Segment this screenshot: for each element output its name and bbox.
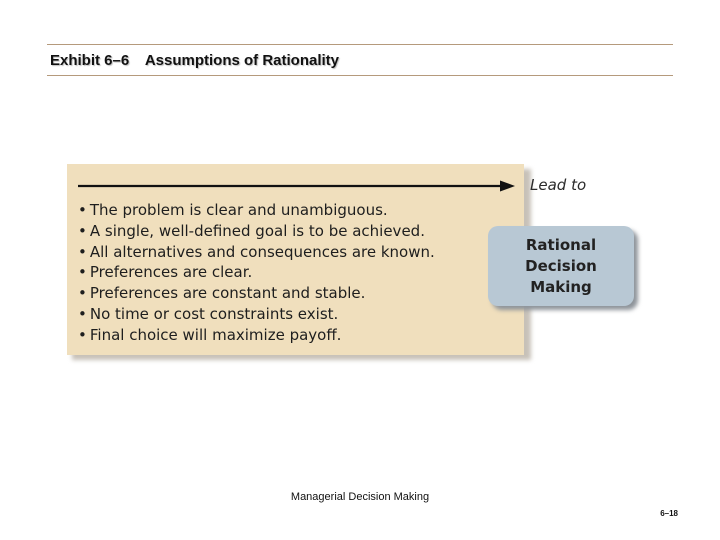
page-title	[50, 52, 339, 69]
header-top-rule	[47, 44, 673, 45]
assumption-item	[78, 325, 435, 346]
lead-to-arrow-icon	[78, 179, 516, 193]
bullet-icon: •	[78, 201, 87, 219]
outcome-box	[488, 226, 634, 306]
assumption-text: Preferences are constant and stable.	[89, 284, 366, 303]
assumption-text: A single, well-defined goal is to be achieved.	[89, 221, 425, 240]
assumption-text: The problem is clear and unambiguous.	[89, 201, 388, 219]
assumption-item	[78, 283, 435, 304]
assumption-text: Final choice will maximize payoff.	[89, 325, 342, 344]
bullet-icon: •	[78, 304, 87, 323]
assumption-item	[78, 262, 435, 283]
outcome-line: Making	[530, 277, 592, 296]
bullet-icon: •	[78, 242, 87, 261]
header-bottom-rule	[47, 75, 673, 76]
outcome-line: Decision	[525, 256, 597, 275]
footer-course-title: Managerial Decision Making	[290, 491, 430, 503]
bullet-icon: •	[78, 284, 87, 303]
assumption-text: All alternatives and consequences are known.	[89, 242, 435, 261]
exhibit-label: Exhibit 6–6	[50, 52, 130, 69]
assumptions-list	[78, 200, 435, 346]
exhibit-title: Assumptions of Rationality	[144, 52, 340, 69]
assumption-item	[78, 242, 435, 263]
page-number: 6–18	[660, 509, 678, 518]
bullet-icon: •	[78, 325, 87, 344]
outcome-line: Rational	[525, 235, 597, 254]
assumption-text: Preferences are clear.	[89, 263, 253, 282]
assumption-text: No time or cost constraints exist.	[89, 304, 339, 323]
arrow-label: Lead to	[530, 176, 587, 194]
assumption-item	[78, 221, 435, 242]
assumption-item	[78, 304, 435, 325]
bullet-icon: •	[78, 221, 87, 240]
bullet-icon: •	[78, 263, 87, 282]
assumption-item	[78, 200, 435, 221]
